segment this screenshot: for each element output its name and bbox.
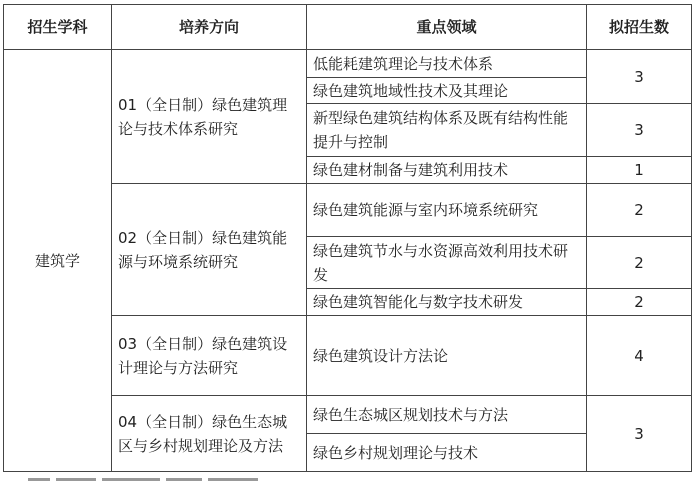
table-row (4, 50, 692, 78)
header-direction: 培养方向 (112, 5, 307, 50)
cropped-text-fragment (102, 478, 160, 481)
count-cell: 2 (587, 289, 692, 316)
count-cell: 1 (587, 157, 692, 184)
cropped-text-fragment (208, 478, 258, 481)
direction-cell-04: 04（全日制）绿色生态城区与乡村规划理论及方法 (112, 396, 307, 472)
direction-cell-01: 01（全日制）绿色建筑理论与技术体系研究 (112, 50, 307, 184)
field-cell: 绿色建筑节水与水资源高效利用技术研发 (307, 237, 587, 289)
count-cell: 2 (587, 237, 692, 289)
header-subject: 招生学科 (4, 5, 112, 50)
cropped-text-fragment (28, 478, 50, 481)
field-cell: 绿色建筑能源与室内环境系统研究 (307, 184, 587, 237)
count-cell: 2 (587, 184, 692, 237)
header-count: 拟招生数 (587, 5, 692, 50)
field-cell: 绿色生态城区规划技术与方法 (307, 396, 587, 434)
cropped-text-fragment (166, 478, 202, 481)
direction-cell-03: 03（全日制）绿色建筑设计理论与方法研究 (112, 316, 307, 396)
direction-cell-02: 02（全日制）绿色建筑能源与环境系统研究 (112, 184, 307, 316)
field-cell: 绿色建筑设计方法论 (307, 316, 587, 396)
count-cell: 3 (587, 104, 692, 157)
count-cell: 4 (587, 316, 692, 396)
count-cell: 3 (587, 50, 692, 104)
field-cell: 绿色建筑智能化与数字技术研发 (307, 289, 587, 316)
enrollment-table (3, 4, 692, 472)
header-row (4, 5, 692, 50)
field-cell: 新型绿色建筑结构体系及既有结构性能提升与控制 (307, 104, 587, 157)
field-cell: 绿色建材制备与建筑利用技术 (307, 157, 587, 184)
cropped-text-line (28, 478, 348, 485)
field-cell: 绿色建筑地域性技术及其理论 (307, 78, 587, 104)
subject-cell: 建筑学 (4, 50, 112, 472)
header-field: 重点领域 (307, 5, 587, 50)
count-cell: 3 (587, 396, 692, 472)
cropped-text-fragment (56, 478, 96, 481)
field-cell: 绿色乡村规划理论与技术 (307, 434, 587, 472)
field-cell: 低能耗建筑理论与技术体系 (307, 50, 587, 78)
